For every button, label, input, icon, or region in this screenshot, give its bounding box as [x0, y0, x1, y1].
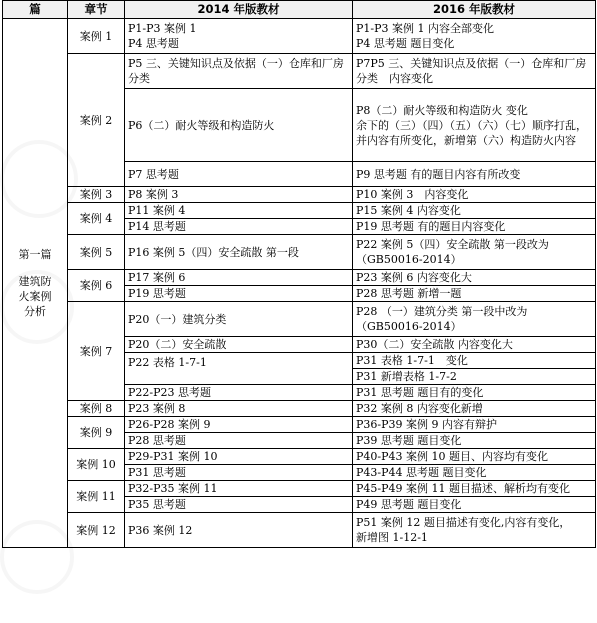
header-row	[3, 1, 596, 19]
cell-2016: P15 案例 4 内容变化	[353, 203, 596, 219]
cell-2016: P10 案例 3 内容变化	[353, 187, 596, 203]
chapter-case-4: 案例 4	[68, 203, 125, 235]
cell-2014: P17 案例 6	[125, 270, 353, 286]
cell-2016: P28 思考题 新增一题	[353, 286, 596, 302]
table-row	[3, 302, 596, 337]
chapter-case-9: 案例 9	[68, 417, 125, 449]
table-row	[3, 401, 596, 417]
table-row	[3, 270, 596, 286]
cell-2014: P36 案例 12	[125, 513, 353, 548]
header-2014: 2014 年版教材	[125, 1, 353, 19]
chapter-case-10: 案例 10	[68, 449, 125, 481]
chapter-case-8: 案例 8	[68, 401, 125, 417]
cell-2016: P45-P49 案例 11 题目描述、解析均有变化	[353, 481, 596, 497]
cell-2014: P29-P31 案例 10	[125, 449, 353, 465]
cell-2016: P31 新增表格 1-7-2	[353, 369, 596, 385]
table-row	[3, 417, 596, 433]
cell-2014: P6（二）耐火等级和构造防火	[125, 89, 353, 162]
chapter-case-3: 案例 3	[68, 187, 125, 203]
cell-2016: P7P5 三、关键知识点及依据（一）仓库和厂房分类 内容变化	[353, 54, 596, 89]
cell-2016: P23 案例 6 内容变化大	[353, 270, 596, 286]
header-2016: 2016 年版教材	[353, 1, 596, 19]
cell-line: P4 思考题 题目变化	[356, 37, 455, 50]
cell-2016: P49 思考题 题目变化	[353, 497, 596, 513]
cell-2016: P9 思考题 有的题目内容有所改变	[353, 162, 596, 187]
cell-2014: P16 案例 5（四）安全疏散 第一段	[125, 235, 353, 270]
chapter-case-2: 案例 2	[68, 54, 125, 187]
cell-2014: P35 思考题	[125, 497, 353, 513]
cell-2014: P32-P35 案例 11	[125, 481, 353, 497]
table-row	[3, 187, 596, 203]
cell-2014: P19 思考题	[125, 286, 353, 302]
cell-2016: P39 思考题 题目变化	[353, 433, 596, 449]
cell-2014: P8 案例 3	[125, 187, 353, 203]
cell-2016: P30（二）安全疏散 内容变化大	[353, 337, 596, 353]
table-row	[3, 481, 596, 497]
cell-2016: P40-P43 案例 10 题目、内容均有变化	[353, 449, 596, 465]
textbook-comparison-table	[2, 0, 596, 548]
cell-line: P4 思考题	[128, 37, 179, 50]
cell-2014: P26-P28 案例 9	[125, 417, 353, 433]
cell-2014: P22 表格 1-7-1	[125, 353, 353, 385]
chapter-case-7: 案例 7	[68, 302, 125, 401]
cell-line: P1-P3 案例 1 内容全部变化	[356, 22, 495, 35]
chapter-case-12: 案例 12	[68, 513, 125, 548]
cell-line: P51 案例 12 题目描述有变化,内容有变化，	[356, 516, 571, 529]
cell-2014: P23 案例 8	[125, 401, 353, 417]
cell-2014: P7 思考题	[125, 162, 353, 187]
table-row	[3, 235, 596, 270]
table-row	[3, 19, 596, 54]
pian-title: 第一篇	[18, 248, 52, 261]
cell-2016	[353, 19, 596, 54]
cell-2016: P31 思考题 题目有的变化	[353, 385, 596, 401]
table-row	[3, 513, 596, 548]
cell-2016	[353, 89, 596, 162]
cell-2016: P32 案例 8 内容变化新增	[353, 401, 596, 417]
cell-2016	[353, 513, 596, 548]
cell-line: P8（二）耐火等级和构造防火 变化	[356, 103, 528, 117]
pian-cell	[3, 19, 68, 548]
cell-2016: P28 （一）建筑分类 第一段中改为（GB50016-2014）	[353, 302, 596, 337]
cell-2016: P43-P44 思考题 题目变化	[353, 465, 596, 481]
cell-line: P1-P3 案例 1	[128, 22, 197, 35]
cell-2016: P19 思考题 有的题目内容变化	[353, 219, 596, 235]
header-pian: 篇	[3, 1, 68, 19]
chapter-case-6: 案例 6	[68, 270, 125, 302]
cell-line: 新增图 1-12-1	[356, 531, 428, 544]
cell-2014: P20（二）安全疏散	[125, 337, 353, 353]
chapter-case-11: 案例 11	[68, 481, 125, 513]
cell-2016: P36-P39 案例 9 内容有辩护	[353, 417, 596, 433]
cell-2014: P5 三、关键知识点及依据（一）仓库和厂房分类	[125, 54, 353, 89]
chapter-case-1: 案例 1	[68, 19, 125, 54]
table-row	[3, 203, 596, 219]
cell-2014: P31 思考题	[125, 465, 353, 481]
cell-2014: P14 思考题	[125, 219, 353, 235]
cell-2016: P31 表格 1-7-1 变化	[353, 353, 596, 369]
table-row	[3, 54, 596, 89]
pian-subtitle: 建筑防火案例分析	[18, 275, 52, 318]
cell-2014: P28 思考题	[125, 433, 353, 449]
cell-2014: P20（一）建筑分类	[125, 302, 353, 337]
header-chapter: 章节	[68, 1, 125, 19]
cell-line: 余下的（三）（四）（五）（六）（七）顺序打乱，并内容有所变化，新增第（六）构造防火内容	[356, 118, 587, 147]
comparison-table-wrapper	[2, 0, 595, 548]
cell-2014: P22-P23 思考题	[125, 385, 353, 401]
cell-2014	[125, 19, 353, 54]
cell-2016: P22 案例 5（四）安全疏散 第一段改为（GB50016-2014）	[353, 235, 596, 270]
table-row	[3, 449, 596, 465]
chapter-case-5: 案例 5	[68, 235, 125, 270]
cell-2014: P11 案例 4	[125, 203, 353, 219]
